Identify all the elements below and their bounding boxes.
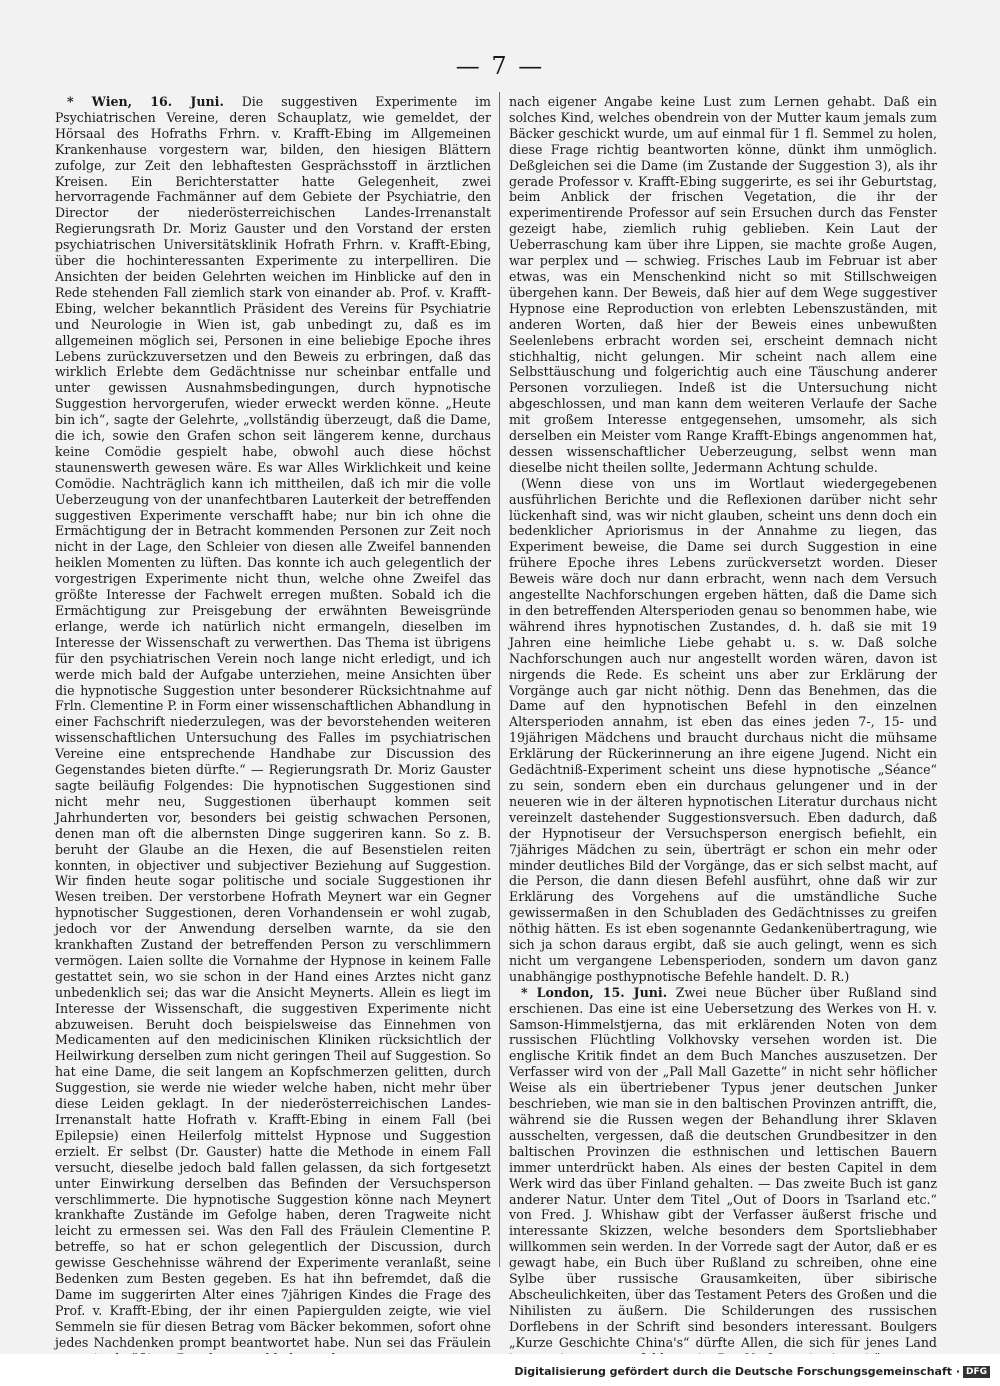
article-dateline: * Wien, 16. Juni. (67, 94, 224, 109)
dfg-logo: DFG (963, 1366, 990, 1378)
footer-bar (0, 1354, 1000, 1386)
footer-credit: Digitalisierung gefördert durch die Deutsche Forschungsgemeinschaft · (514, 1365, 960, 1378)
article-london (509, 985, 937, 1367)
article-body: Zwei neue Bücher über Rußland sind erschienen. Das eine ist eine Uebersetzung des Werkes von H. v. Samson-Himmelstjerna, das mit erklärenden Noten von dem russischen Flüchtling Volkhovsky versehen worden ist. Die englische Kritik findet an dem Buch Manches auszusetzen. Der Verfasser wird von der „Pall Mall Gazette“ in nicht sehr höflicher Weise als ein übertriebener Typus jener deutschen Junker beschrieben, wie man sie in den baltischen Provinzen antrifft, die, während sie die Russen wegen der Behandlung ihrer Sklaven ausschelten, vergessen, daß die deutschen Grundbesitzer in den baltischen Provinzen die esthnischen und lettischen Bauern immer unterdrückt haben. Als eines der besten Capitel in dem Werk wird das über Finland gehalten. — Das zweite Buch ist ganz anderer Natur. Unter dem Titel „Out of Doors in Tsarland etc.“ von Fred. J. Whishaw gibt der Verfasser äußerst frische und interessante Skizzen, welche besonders dem Sportsliebhaber willkommen sein werden. In der Vorrede sagt der Autor, daß er es gewagt habe, ein Buch über Rußland zu schreiben, ohne eine Sylbe über russische Grausamkeiten, über sibirische Abscheulichkeiten, über das Testament Peters des Großen und die Nihilisten zu äußern. Die Schilderungen des russischen Dorflebens in der Schrift sind besonders interessant. Boulgers „Kurze Geschichte China's“ dürfte Allen, die sich für jenes Land (509, 984, 937, 1350)
article-dateline: * London, 15. Juni. (521, 984, 668, 1000)
article-body: Die suggestiven Experimente im Psychiatrischen Vereine, deren Schauplatz, wie gemeldet, der Hörsaal des Hofraths Frhrn. v. Krafft-Ebing im Allgemeinen Krankenhause vorgestern war, bilden, den hiesigen Blättern zufolge, zur Zeit den lebhaftesten Gesprächsstoff in ärztlichen Kreisen. Ein Berichterstatter hatte Gelegenheit, zwei hervorragende Fachmänner auf dem Gebiete der Psychiatrie, den Director der niederösterreichischen Landes-Irrenanstalt Regierungsrath Dr. Moriz Gauster und den Vorstand der ersten psychiatrischen Universitätsklinik Hofrath Frhrn. v. Krafft-Ebing, über die hochinteressanten Experimente zu interpelliren. Die Ansichten der beiden Gelehrten weichen im Hinblicke auf den in Rede stehenden Fall ziemlich stark von einander ab. Prof. v. Krafft-Ebing, welcher bekanntlich Präsident des Vereins für Psychiatrie und Neurologie in Wien ist, gab unbedingt zu, daß es im allgemeinen möglich sei, Personen in eine beliebige Epoche ihres Lebens zurückzuversetzen und den Beweis zu erbringen, daß das wirklich Erlebte dem Gedächtnisse nur scheinbar entfalle und unter gewissen Ausnahmsbedingungen, durch hypnotische Suggestion hervorgerufen, wieder erweckt werden könne. „Heute bin ich“, sagte der Gelehrte, „vollständig überzeugt, daß die Dame, die ich, sowie den Grafen schon seit längerem kenne, durchaus keine Comödie gespielt habe, obwohl auch diese höchst staunenswerth gewesen wäre. Es war Alles Wirklichkeit und keine Comödie. Nachträglich kann ich mittheilen, daß ich mir die volle Ueberzeugung von der unanfechtbaren Lauterkeit der betreffenden suggestiven Experimente verschafft habe; nur bin ich ohne die Ermächtigung der in Betracht kommenden Personen zur Zeit noch nicht in der Lage, den Schleier von diesen alle Zweifel bannenden heiklen Momenten zu lüften. Das konnte ich auch gelegentlich der vorgestrigen Experimente nicht thun, welche ohne Zweifel das größte Interesse der Fachwelt erregen mußten. Sobald ich die Ermächtigung zur Preisgebung der erwähnten Beweisgründe erlange, werde ich natürlich nicht ermangeln, dieselben im Interesse der Wissenschaft zu verwerthen. Das Thema ist übrigens für den psychiatrischen Verein noch lange nicht erledigt, und ich werde mich bald der Aufgabe unterziehen, meine Ansichten über die hypnotische Suggestion unter besonderer Rücksichtnahme auf Frln. Clementine P. in Form einer wissenschaftlichen Abhandlung in einer Fachschrift niederzulegen, was der bevorstehenden weiteren wissenschaftlichen Untersuchung des Falles im psychiatrischen Vereine eine entsprechende Handhabe zur Discussion des Gegenstandes bieten dürfte.“ — Regierungsrath Dr. Moriz Gauster sagte beiläufig Folgendes: Die hypnotischen Suggestionen sind nicht mehr neu, Suggestionen überhaupt kommen seit Jahrhunderten vor, besonders bei geistig schwachen Personen, denen man oft die albernsten Dinge suggeriren kann. So z. B. beruht der Glaube an die Hexen, die auf Besenstielen reiten konnten, in objectiver und subjectiver Beziehung auf Suggestion. Wir finden heute sogar politische und sociale Suggestionen ihr Wesen treiben. Der verstorbene Hofrath Meynert war ein Gegner hypnotischer Suggestionen, deren Vorhandensein er wohl zugab, jedoch vor der Anwendung derselben warnte, da sie den krankhaften Zustand der betreffenden Person zu verschlimmern vermögen. Laien sollte die Vornahme der Hypnose in keinem Falle gestattet sein, wo sie schon in der Hand eines Arztes nicht ganz unbedenklich sei; das war die Ansicht Meynerts. Allein es liegt im Interesse der Wissenschaft, die suggestiven Experimente nicht abzuweisen. Beruht doch beispielsweise das Einnehmen von Medicamenten auf den medicinischen Kliniken rücksichtlich der Heilwirkung derselben zum nicht geringen Theil auf Suggestion. So hat eine Dame, die seit langem an Kopfschmerzen gelitten, durch Suggestion, sie werde nie wieder welche haben, nicht mehr über diese Leiden geklagt. In der niederösterreichischen Landes-Irrenanstalt hatte Hofrath v. Krafft-Ebing in einem Fall (bei Epilepsie) einen Heilerfolg mittelst Hypnose und Suggestion erzielt. Er selbst (Dr. Gauster) hatte die Methode in einem Fall versucht, dieselbe jedoch bald fallen gelassen, da sich fortgesetzt unter Einwirkung derselben das Befinden der Versuchsperson verschlimmerte. Die hypnotische Suggestion könne nach Meynert krankhafte Zustände im Gefolge haben, deren Tragweite nicht leicht zu ermessen sei. Was den Fall des Fräulein Clementine P. betreffe, so hat er schon gelegentlich der Discussion, durch gewisse Geschehnisse während der Experimente veranlaßt, seine Bedenken zum Besten gegeben. Es hat ihn befremdet, daß die Dame im suggerirten Alter eines 7jährigen Kindes die Frage des Prof. v. Krafft-Ebing, der ihr einen Papiergulden zeigte, wie viel Semmeln sie für diesen Betrag vom Bäcker bekommen, sofort ohne jedes Nachdenken prompt beantwortet habe. Nun sei das Fräulein (55, 94, 491, 1350)
page-number: — 7 — (455, 52, 545, 80)
editorial-note: (Wenn diese von uns im Wortlaut wiedergegebenen ausführlichen Berichte und die Reflexionen darüber nicht sehr lückenhaft sind, was wir nicht glauben, scheint uns denn doch ein bedenklicher Apriorismus in der Annahme zu liegen, das Experiment beweise, die Dame sei durch Suggestion in eine frühere Epoche ihres Lebens zurückversetzt worden. Dieser Beweis wäre doch nur dann erbracht, wenn nach dem Versuch angestellte Nachforschungen ergeben hätten, daß die Dame sich in den betreffenden Altersperioden genau so benommen habe, wie während ihres hypnotischen Zustandes, d. h. daß sie mit 19 Jahren eine heimliche Liebe gehabt u. s. w. Daß solche Nachforschungen auch nur angestellt worden wären, davon ist nirgends die Rede. Es scheint uns aber zur Erklärung der Vorgänge auch gar nicht nöthig. Denn das Benehmen, das die Dame auf den hypnotischen Befehl in den einzelnen Altersperioden annahm, ist eben das eines jeden 7-, 15- und 19jährigen Mädchens und braucht durchaus nicht die mühsame Erklärung der Rückerinnerung an ihre eigene Jugend. Nicht ein Gedächtniß-Experiment scheint uns diese hypnotische „Séance“ zu sein, sondern eben ein durchaus gelungener und in der neueren wie in der älteren hypnotischen Literatur durchaus nicht vereinzelt dastehender Suggestionsversuch. Eben dadurch, daß der Hypnotiseur der Versuchsperson energisch befiehlt, ein 7jähriges Mädchen zu sein, überträgt er schon ein mehr oder minder deutliches Bild der Vorgänge, das er sich selbst macht, auf die Person, die dann diesen Befehl ausführt, ohne daß wir zur Erklärung des Vorgehens auf die umständliche Suche gewissermaßen in den Schubladen des Gedächtnisses zu greifen nöthig hätten. Es ist eben sogenannte Gedankenübertragung, wie sich ja schon daraus ergibt, daß sie auch gelingt, wenn es sich nicht um vergangene Lebensperioden, sondern um davon ganz unabhängige posthypnotische Befehle handelt. D. R.) (509, 475, 937, 984)
left-column (55, 94, 491, 1367)
article-vienna-continued: nach eigener Angabe keine Lust zum Lernen gehabt. Daß ein solches Kind, welches obendrein von der Mutter kaum jemals zum Bäcker geschickt wurde, um auf einmal für 1 fl. Semmel zu holen, diese Frage richtig beantworten könne, dünkt ihm unmöglich. Deßgleichen sei die Dame (im Zustande der Suggestion 3), als ihr gerade Professor v. Krafft-Ebing suggerirte, es sei ihr Geburtstag, beim Anblick der frischen Vegetation, die ihr der experimentirende Professor auf sein Ersuchen durch das Fenster gezeigt habe, ziemlich ruhig geblieben. Kein Laut der Ueberraschung kam über ihre Lippen, sie machte große Augen, war perplex und — schwieg. Frisches Laub im Februar ist aber etwas, was ein Menschenkind nicht so mit Stillschweigen übergehen kann. Der Beweis, daß hier auf dem Wege suggestiver Hypnose eine Reproduction von erlebten Lebenszuständen, mit anderen Worten, daß hier der Beweis eines unbewußten Seelenlebens erbracht worden sei, erscheint demnach nicht stichhaltig, nicht gelungen. Mir scheint nach allem eine Selbsttäuschung und folgerichtig auch eine Täuschung anderer Personen vorzuliegen. Indeß ist die Untersuchung nicht abgeschlossen, und man kann dem weiteren Verlaufe der Sache mit großem Interesse entgegensehen, umsomehr, als sich derselben ein Meister vom Range Krafft-Ebings angenommen hat, dessen wissenschaftlicher Ueberzeugung, selbst wenn man dieselbe nicht theilen sollte, Jedermann Achtung schulde. (509, 94, 937, 475)
column-divider (499, 92, 500, 1267)
article-vienna (55, 94, 491, 1367)
right-column (509, 94, 937, 1367)
